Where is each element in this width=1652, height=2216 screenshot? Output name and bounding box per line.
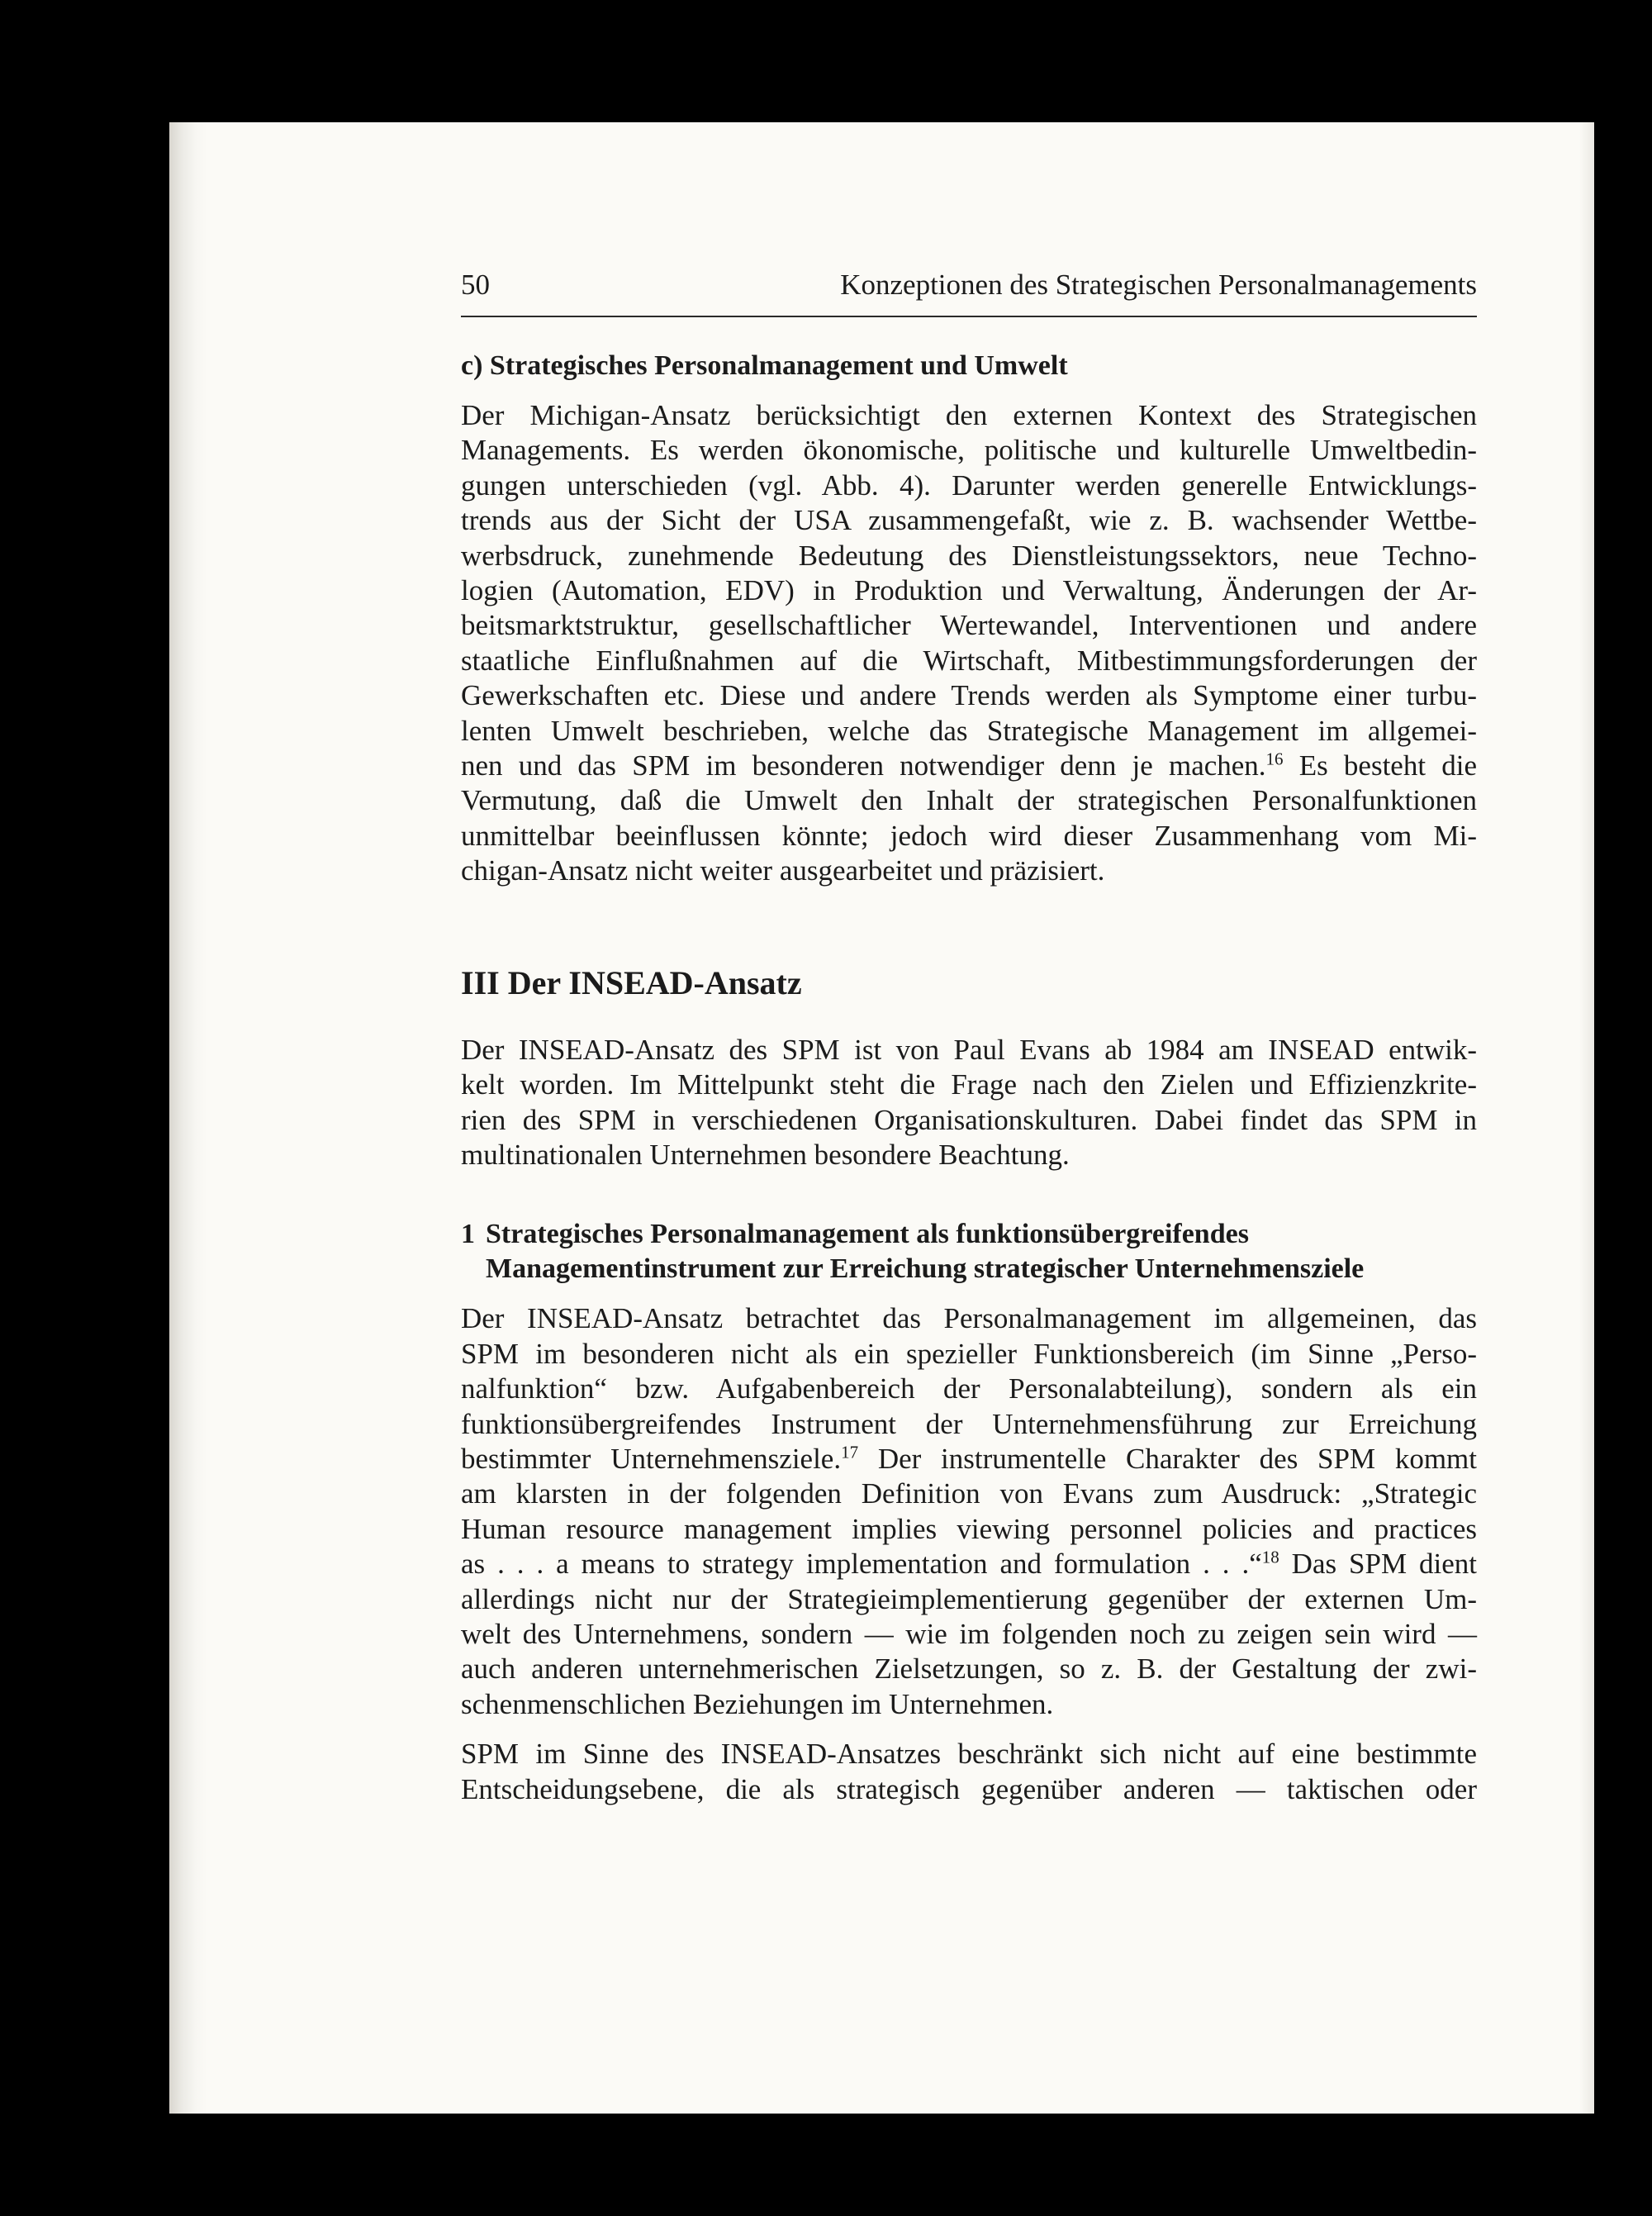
footnote-ref-18: 18 <box>1261 1547 1279 1567</box>
running-header-title: Konzeptionen des Strategischen Personalmanagements <box>840 269 1477 301</box>
section-iii-heading: III Der INSEAD-Ansatz <box>461 963 802 1001</box>
text-line-with-footnote <box>461 1442 1477 1477</box>
text-line: allerdings nicht nur der Strategieimplementierung gegenüber der externen Um- <box>461 1582 1477 1615</box>
book-page <box>169 122 1594 2114</box>
page-content <box>461 266 1477 1807</box>
footnote-ref-16: 16 <box>1265 749 1284 769</box>
text-line: Managements. Es werden ökonomische, politische und kulturelle Umweltbedin- <box>461 434 1477 467</box>
text-line: Entscheidungsebene, die als strategisch gegenüber anderen — taktischen oder <box>461 1772 1477 1805</box>
text-segment: as . . . a means to strategy implementation and formulation . . .“ <box>461 1548 1262 1581</box>
text-line: chigan-Ansatz nicht weiter ausgearbeitet und präzisiert. <box>461 854 1105 887</box>
text-segment: Es besteht die <box>1283 749 1477 782</box>
text-segment: Der instrumentelle Charakter des SPM kommt <box>858 1442 1478 1475</box>
text-line: Der Michigan-Ansatz berücksichtigt den externen Kontext des Strategischen <box>461 399 1477 431</box>
text-line: SPM im besonderen nicht als ein spezieller Funktionsbereich (im Sinne „Perso- <box>461 1337 1477 1370</box>
text-line: lenten Umwelt beschrieben, welche das Strategische Management im allgemei- <box>461 714 1477 747</box>
text-segment: bestimmter Unternehmensziele. <box>461 1442 842 1475</box>
text-line: Human resource management implies viewing personnel policies and practices <box>461 1512 1477 1545</box>
text-line: Gewerkschaften etc. Diese und andere Trends werden als Symptome einer turbu- <box>461 679 1477 712</box>
text-line: staatliche Einflußnahmen auf die Wirtschaft, Mitbestimmungsforderungen der <box>461 644 1477 677</box>
text-line: Vermutung, daß die Umwelt den Inhalt der strategischen Personalfunktionen <box>461 784 1477 817</box>
section-1-paragraph-1 <box>461 1301 1477 1722</box>
section-1-number: 1 <box>461 1219 475 1250</box>
page-edge-shadow <box>1579 122 1594 2114</box>
text-segment: nen und das SPM im besonderen notwendiger denn je machen. <box>461 749 1266 782</box>
section-c-paragraph <box>461 398 1477 889</box>
text-line: werbsdruck, zunehmende Bedeutung des Dienstleistungssektors, neue Techno- <box>461 539 1477 572</box>
text-line: auch anderen unternehmerischen Zielsetzungen, so z. B. der Gestaltung der zwi- <box>461 1652 1477 1686</box>
text-line: welt des Unternehmens, sondern — wie im folgenden noch zu zeigen sein wird — <box>461 1617 1477 1650</box>
section-c-heading: c) Strategisches Personalmanagement und Umwelt <box>461 350 1068 381</box>
text-line: beitsmarktstruktur, gesellschaftlicher Wertewandel, Interventionen und andere <box>461 609 1477 642</box>
text-line: am klarsten in der folgenden Definition von Evans zum Ausdruck: „Strategic <box>461 1477 1477 1510</box>
text-line: kelt worden. Im Mittelpunkt steht die Frage nach den Zielen und Effizienzkrite- <box>461 1068 1477 1101</box>
text-line: unmittelbar beeinflussen könnte; jedoch wird dieser Zusammenhang vom Mi- <box>461 819 1477 852</box>
page-binding-shadow <box>169 122 207 2114</box>
footnote-ref-17: 17 <box>841 1442 859 1462</box>
text-line: Der INSEAD-Ansatz des SPM ist von Paul Evans ab 1984 am INSEAD entwik- <box>461 1033 1477 1066</box>
text-line: schenmenschlichen Beziehungen im Unternehmen. <box>461 1687 1054 1720</box>
section-1-paragraph-2 <box>461 1737 1477 1807</box>
section-iii-paragraph <box>461 1033 1477 1173</box>
section-1-heading-line2: Managementinstrument zur Erreichung strategischer Unternehmensziele <box>486 1253 1365 1285</box>
text-line: nalfunktion“ bzw. Aufgabenbereich der Personalabteilung), sondern als ein <box>461 1372 1477 1405</box>
text-line: trends aus der Sicht der USA zusammengefaßt, wie z. B. wachsender Wettbe- <box>461 504 1477 537</box>
text-line-with-footnote <box>461 749 1477 783</box>
section-1-heading-line1: Strategisches Personalmanagement als funktionsübergreifendes <box>486 1219 1249 1250</box>
page-number: 50 <box>461 269 490 301</box>
text-line: funktionsübergreifendes Instrument der Unternehmensführung zur Erreichung <box>461 1407 1477 1440</box>
text-line: gungen unterschieden (vgl. Abb. 4). Darunter werden generelle Entwicklungs- <box>461 468 1477 502</box>
text-line: multinationalen Unternehmen besondere Beachtung. <box>461 1138 1070 1171</box>
text-line: Der INSEAD-Ansatz betrachtet das Personalmanagement im allgemeinen, das <box>461 1302 1477 1335</box>
text-line: SPM im Sinne des INSEAD-Ansatzes beschränkt sich nicht auf eine bestimmte <box>461 1738 1477 1771</box>
running-header <box>461 266 1477 317</box>
text-line: logien (Automation, EDV) in Produktion und Verwaltung, Änderungen der Ar- <box>461 574 1477 607</box>
section-1-heading <box>461 1217 1477 1286</box>
text-line-with-footnote <box>461 1547 1477 1581</box>
text-line: rien des SPM in verschiedenen Organisationskulturen. Dabei findet das SPM in <box>461 1103 1477 1136</box>
text-segment: Das SPM dient <box>1279 1548 1477 1581</box>
